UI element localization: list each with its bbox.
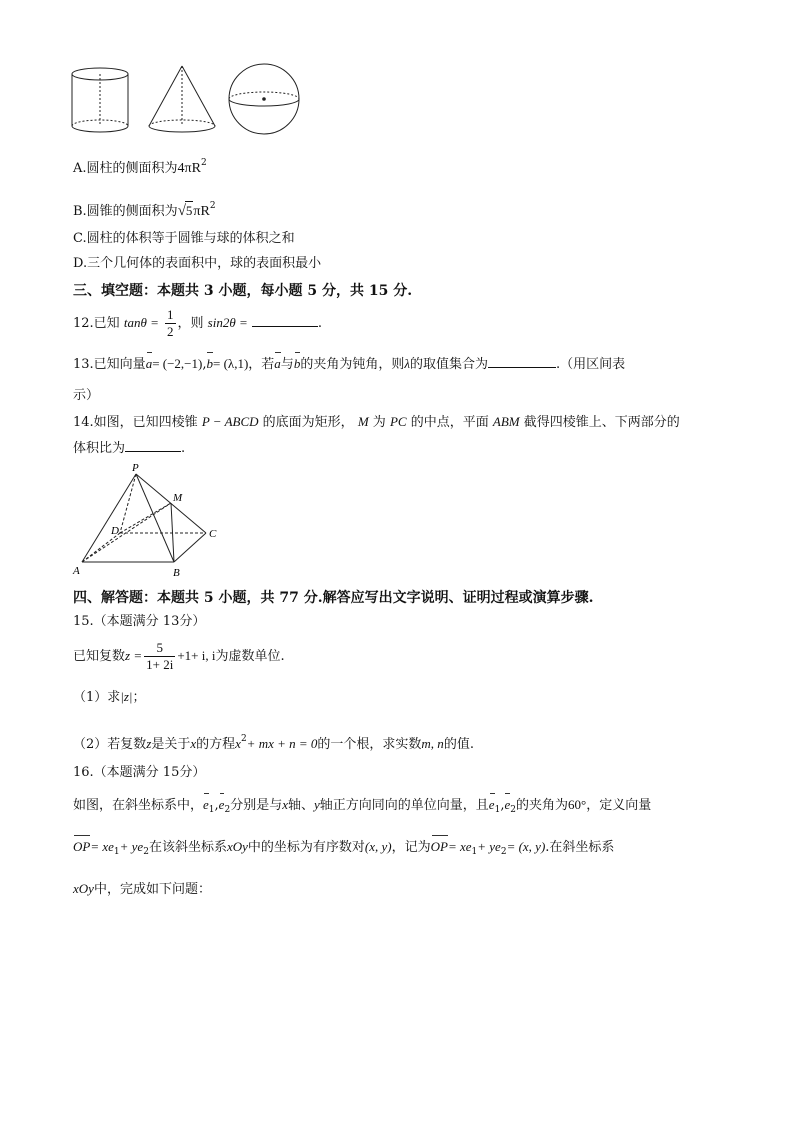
q14-end: . <box>181 441 186 456</box>
q16-p1a: 如图，在斜坐标系中， <box>73 798 204 813</box>
q14-line2 <box>73 439 185 458</box>
q16-comma-2: , <box>500 798 505 813</box>
vector-a: a <box>145 356 153 371</box>
q15-part1 <box>73 688 146 707</box>
vector-op-2: OP <box>430 839 448 854</box>
q13-mid4: 的取值集合为 <box>409 357 488 372</box>
q16-line3 <box>73 880 211 899</box>
q15-s1a: （1）求 <box>73 690 121 705</box>
q16-sub2-2: 2 <box>500 847 507 857</box>
q12-answer-blank[interactable] <box>252 314 318 327</box>
q14-t1: 的底面为矩形， <box>262 415 354 430</box>
q13-vb-value: = (λ,1) <box>212 356 249 371</box>
sphere-figure <box>229 64 299 134</box>
option-b <box>73 197 216 221</box>
q14-m: M <box>357 414 369 429</box>
q12-end: . <box>317 316 323 331</box>
q15-s2z: z <box>146 736 152 751</box>
q16-title: 16.（本题满分 15分） <box>73 765 206 780</box>
q15-s2d: 的一个根，求实数 <box>317 737 422 752</box>
q14-pyramid: P − ABCD <box>201 414 259 429</box>
q15-abs-z: |z| <box>120 689 133 704</box>
vector-e2-2: e <box>504 797 511 812</box>
section4-heading: 四、解答题：本题共 5 小题，共 77 分.解答应写出文字说明、证明过程或演算步骤. <box>73 590 594 606</box>
q16-p1c: 轴、 <box>287 798 314 813</box>
q16-x: x <box>282 797 288 812</box>
label-c: C <box>209 528 217 540</box>
q14-t3: 的中点，平面 <box>410 415 489 430</box>
q13-va-value: = (−2,−1) <box>152 356 203 371</box>
option-a-text: A.圆柱的侧面积为 <box>73 161 178 176</box>
q12-num: 1 <box>167 307 174 322</box>
option-b-expr: πR <box>193 204 210 219</box>
segment-dm <box>120 503 171 533</box>
option-a-expr: 4πR <box>177 161 201 176</box>
q15-s2b: 是关于 <box>151 737 191 752</box>
e2-sub-2: 2 <box>510 805 516 815</box>
q11-figure <box>66 62 306 140</box>
q15-p1: 已知复数 <box>73 649 126 664</box>
q13-answer-blank[interactable] <box>488 355 556 368</box>
q16-sub1: 1 <box>113 847 120 857</box>
q16-angle: 60° <box>567 797 587 812</box>
edge-bc <box>174 533 206 562</box>
option-b-root: √ <box>177 203 186 219</box>
label-b: B <box>173 567 180 579</box>
q14-t2: 为 <box>372 415 386 430</box>
q12-den: 2 <box>167 324 174 339</box>
q16-p1d: 轴正方向同向的单位向量，且 <box>319 798 489 813</box>
q15-s2e: 的值. <box>443 737 474 752</box>
edge-pa <box>82 474 136 562</box>
option-d: D.三个几何体的表面积中，球的表面积最小 <box>73 256 322 271</box>
option-b-text: B.圆锥的侧面积为 <box>73 204 178 219</box>
q15-statement <box>73 636 285 676</box>
q15-z: z = <box>125 648 143 663</box>
vector-op: OP <box>73 839 91 854</box>
vector-e1-2: e <box>488 797 495 812</box>
q16-xy: (x, y) <box>364 839 392 854</box>
vector-e1: e <box>203 797 209 812</box>
q16-plus: + ye <box>119 839 144 854</box>
cylinder-figure <box>72 68 128 132</box>
q12-lhs: tanθ = <box>123 315 159 330</box>
vector-b: b <box>206 356 213 371</box>
q13-prefix: 13.已知向量 <box>73 357 146 372</box>
e1-sub-2: 1 <box>494 805 501 815</box>
q16-comma: , <box>214 798 219 813</box>
q16-p3b: 中，完成如下问题： <box>93 882 211 897</box>
edge-pb <box>136 474 174 562</box>
q13-mid1: ，若 <box>248 357 275 372</box>
q13-line2: 示） <box>73 388 100 403</box>
option-a <box>73 154 207 178</box>
option-a-sup: 2 <box>200 158 207 168</box>
q15-s2c: 的方程 <box>196 737 236 752</box>
q15-part2 <box>73 730 474 754</box>
q15-title: 15.（本题满分 13分） <box>73 614 206 629</box>
vector-b-2: b <box>293 356 301 371</box>
question-12 <box>73 305 322 341</box>
option-b-radicand: 5 <box>185 203 193 218</box>
edge-pd <box>120 474 136 533</box>
q15-eq-x: x <box>235 736 241 751</box>
q15-s1b: ； <box>132 690 146 705</box>
q14-answer-blank[interactable] <box>125 439 181 452</box>
q13-lambda: λ <box>404 356 410 371</box>
q12-mid: ，则 <box>177 316 204 331</box>
q16-xoy: xOy <box>226 839 248 854</box>
q14-t4: 截得四棱锥上、下两部分的 <box>523 415 680 430</box>
q16-p3a: xOy <box>73 881 94 896</box>
q16-p2c: ，记为 <box>391 840 431 855</box>
q16-p1b: 分别是与 <box>230 798 283 813</box>
q16-y: y <box>314 797 320 812</box>
q13-end: .（用区间表 <box>555 357 626 372</box>
e1-sub: 1 <box>208 805 215 815</box>
q16-eq2b: + ye <box>477 839 501 854</box>
q16-eqpart: = xe <box>90 839 114 854</box>
q14-abm: ABM <box>492 414 520 429</box>
q12-fraction <box>165 307 176 340</box>
e2-sub: 2 <box>224 805 231 815</box>
q14-line2-text: 体积比为 <box>73 441 126 456</box>
q16-p2a: 在该斜坐标系 <box>148 840 227 855</box>
q14-prefix: 14.如图，已知四棱锥 <box>73 415 198 430</box>
q16-p2b: 中的坐标为有序数对 <box>247 840 365 855</box>
q13-mid2: 与 <box>280 357 294 372</box>
q15-mn: m, n <box>421 736 444 751</box>
q16-line2 <box>73 838 614 861</box>
cone-figure <box>149 66 215 132</box>
q15-eq-sup: 2 <box>240 734 247 744</box>
label-m: M <box>173 492 183 504</box>
label-a: A <box>73 565 80 577</box>
q16-sub2: 2 <box>143 847 149 857</box>
q15-s2a: （2）若复数 <box>73 737 147 752</box>
q13-mid3: 的夹角为钝角，则 <box>300 357 405 372</box>
q12-prefix: 12.已知 <box>73 316 120 331</box>
option-c: C.圆柱的体积等于圆锥与球的体积之和 <box>73 231 295 246</box>
q12-expr: sin2θ = <box>207 315 248 330</box>
question-14 <box>73 413 680 432</box>
q16-p1f: ，定义向量 <box>586 798 652 813</box>
q16-line1 <box>73 796 651 819</box>
question-13: 13.已知向量a= (−2,−1),b= (λ,1)，若a与b的夹角为钝角，则λ的取值集合为 .（用区间表 <box>73 356 626 372</box>
q15-num: 5 <box>144 640 175 657</box>
option-b-sup: 2 <box>209 201 216 211</box>
q15-eq-rest: + mx + n = 0 <box>246 736 318 751</box>
q15-tail: +1+ i, i <box>177 648 216 663</box>
q16-eq2: = xe <box>447 839 472 854</box>
vector-a-2: a <box>274 356 281 371</box>
section3-heading: 三、填空题：本题共 3 小题，每小题 5 分，共 15 分. <box>73 283 413 299</box>
pyramid-figure <box>70 462 230 580</box>
q16-p1e: 的夹角为 <box>515 798 568 813</box>
q14-pc: PC <box>389 414 407 429</box>
q15-fraction <box>144 640 175 673</box>
label-p: P <box>132 462 139 474</box>
q16-p2d: .在斜坐标系 <box>545 840 615 855</box>
q16-sub1-2: 1 <box>471 847 478 857</box>
q15-den: 1+ 2i <box>146 657 174 672</box>
vector-e2: e <box>218 797 225 812</box>
label-d: D <box>111 525 119 537</box>
q15-tail2: 为虚数单位. <box>215 649 285 664</box>
q15-s2x: x <box>190 736 197 751</box>
q16-eq2c: = (x, y) <box>506 839 546 854</box>
